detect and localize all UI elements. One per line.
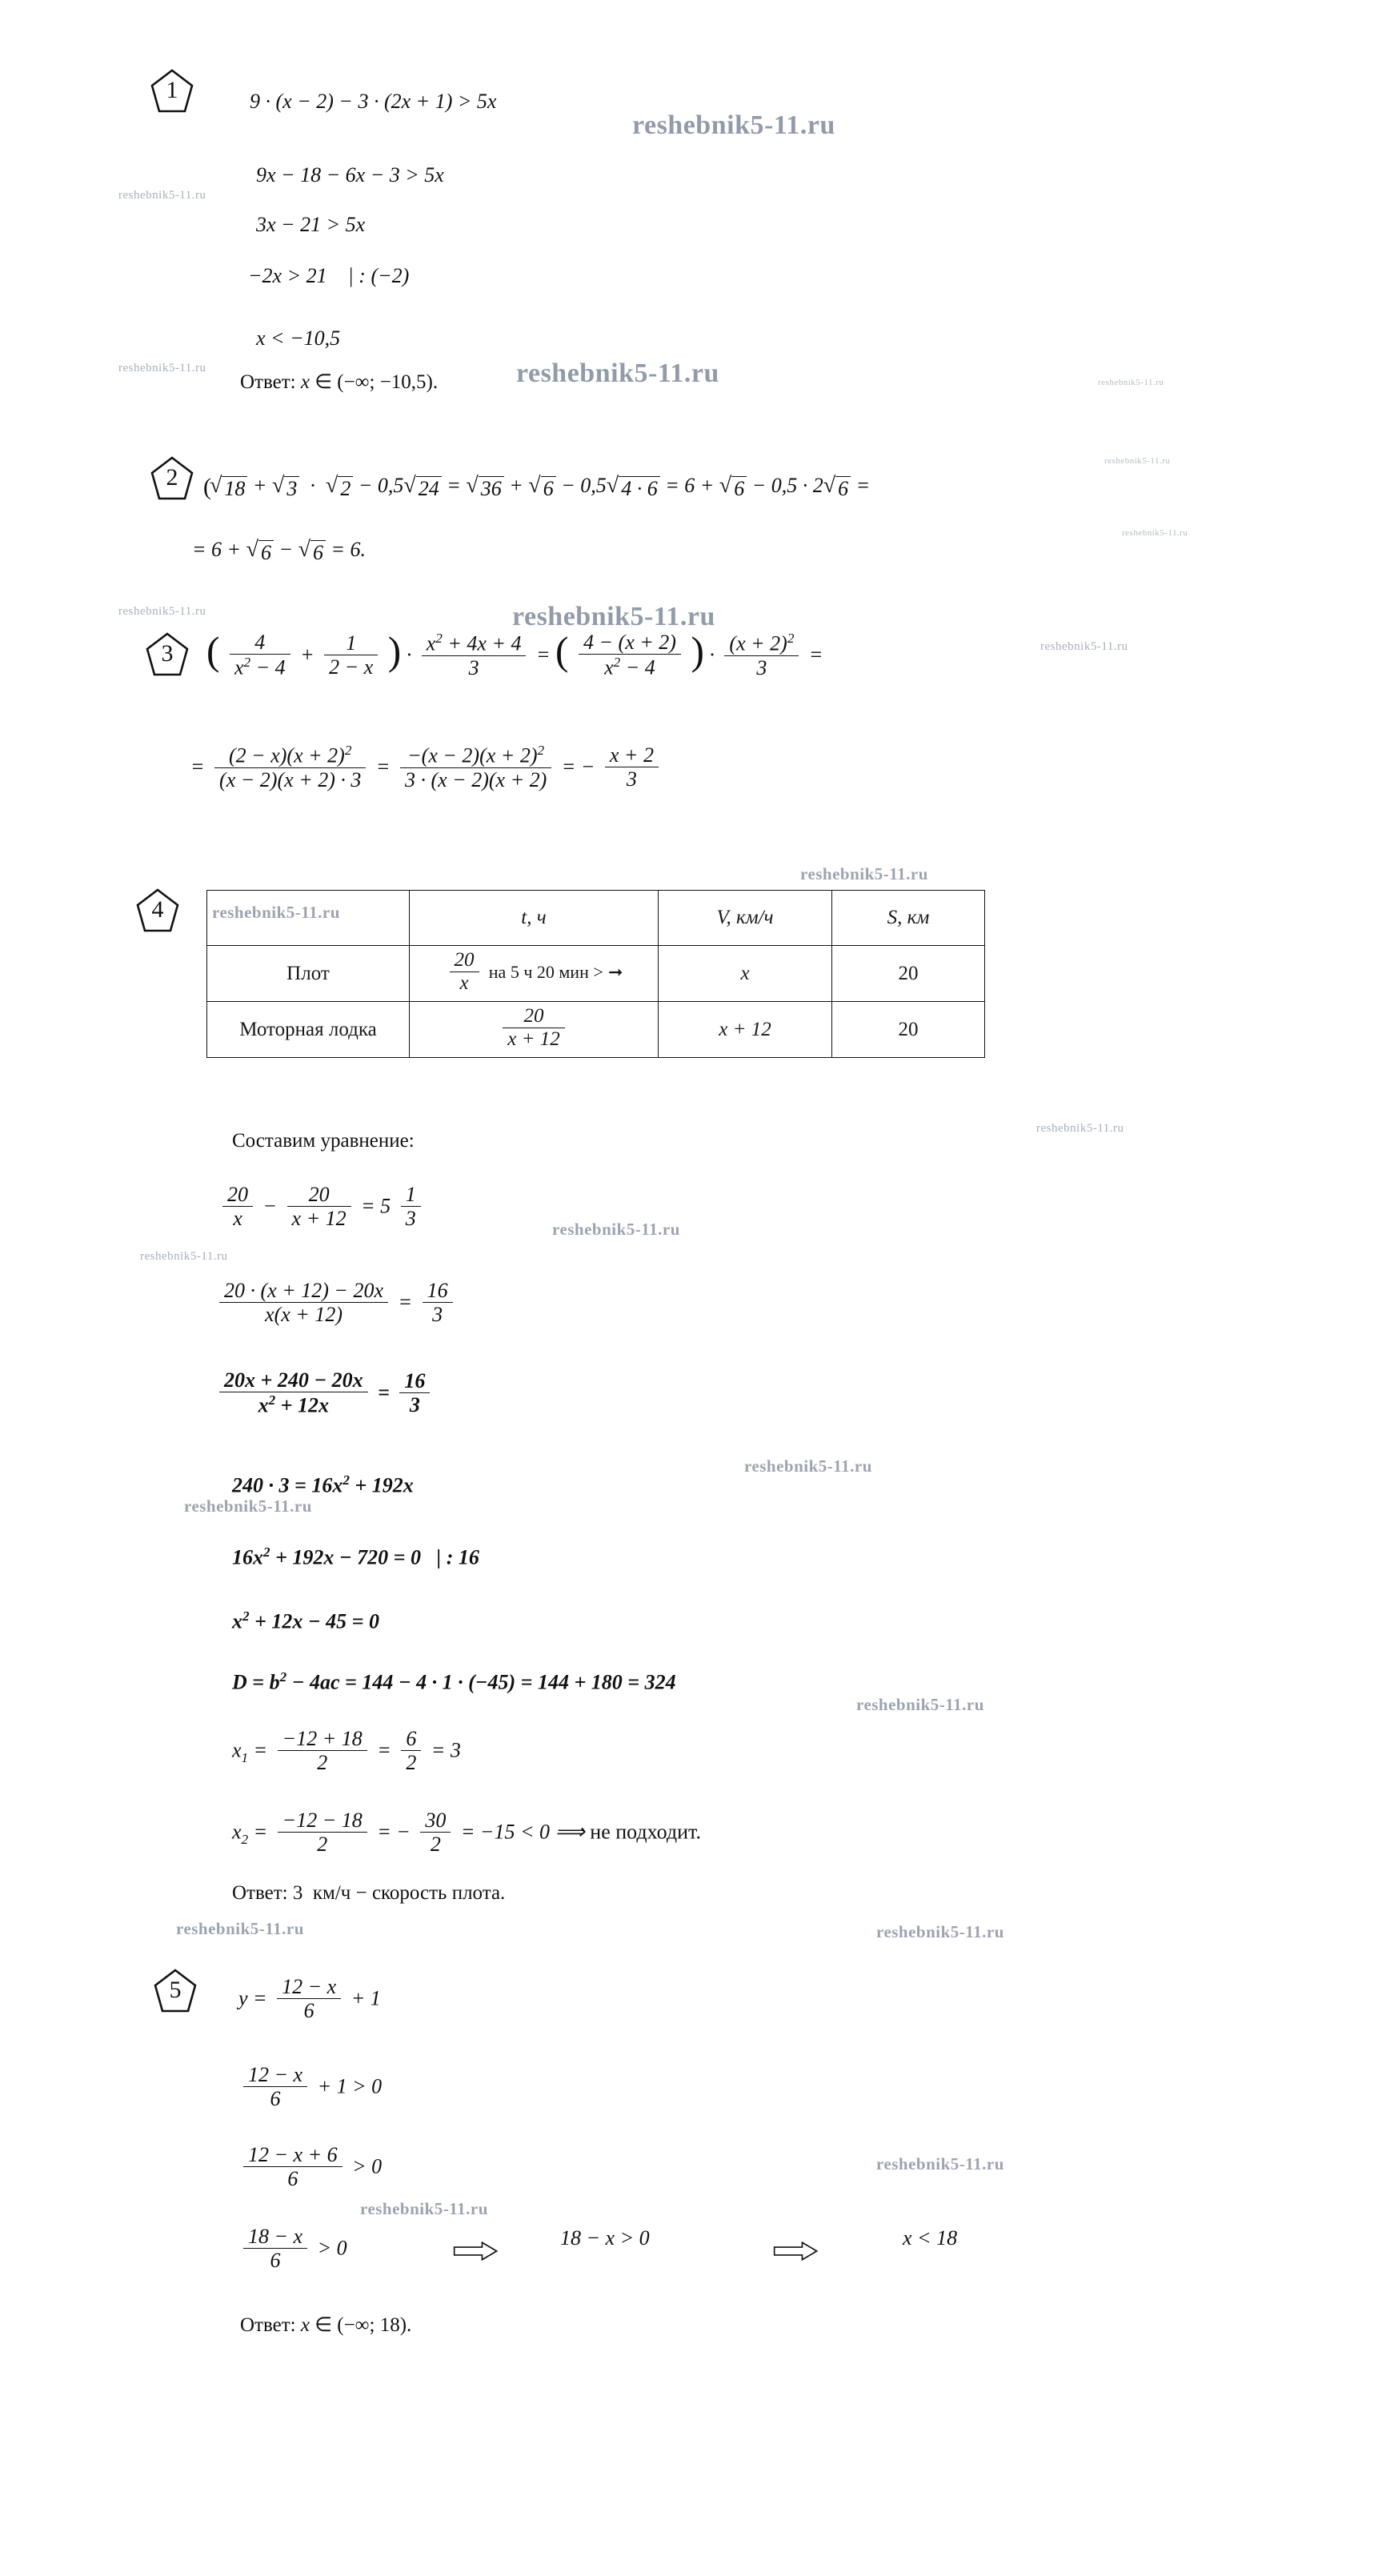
header-empty bbox=[207, 891, 410, 946]
watermark: reshebnik5-11.ru bbox=[140, 1250, 228, 1263]
watermark: reshebnik5-11.ru bbox=[118, 605, 206, 618]
implies-arrow-icon-2 bbox=[773, 2241, 819, 2262]
task-number-5: 5 bbox=[169, 1977, 182, 2003]
task4-line-2: $\frac{20 \cdot (x + 12) - 20x}{x(x + 12)}$ = $\frac{16}{3}$ bbox=[214, 1280, 458, 1328]
task-number-badge-5 bbox=[154, 1969, 197, 2013]
task-number-badge-2 bbox=[150, 456, 194, 501]
table-row bbox=[207, 1002, 985, 1058]
task4-intro: Составим уравнение: bbox=[232, 1130, 415, 1152]
task4-line-6: $x^2 + 12x - 45 = 0$ bbox=[232, 1608, 379, 1633]
implies-arrow-icon-1 bbox=[453, 2241, 499, 2262]
watermark: reshebnik5-11.ru bbox=[118, 189, 206, 202]
task-number-4: 4 bbox=[151, 896, 164, 923]
table-header-row bbox=[207, 891, 985, 946]
task1-line-1: 9 · (x − 2) − 3 · (2x + 1) > 5x bbox=[250, 90, 497, 113]
motorboat-distance: 20 bbox=[832, 1002, 985, 1058]
row-label-motorboat: Моторная лодка bbox=[207, 1002, 410, 1058]
watermark: reshebnik5-11.ru bbox=[744, 1456, 872, 1476]
raft-time: $\frac{20}{x}$ на 5 ч 20 мин > ➞ bbox=[410, 946, 659, 1002]
task5-line-1: y = $\frac{12 - x}{6}$ + 1 bbox=[238, 1975, 381, 2023]
task4-line-8: $x_1$ = $\frac{-12 + 18}{2}$ = $\frac{6}{2}$ = 3 bbox=[232, 1727, 461, 1775]
task-number-badge-3 bbox=[146, 632, 189, 677]
task-number-2: 2 bbox=[166, 464, 178, 491]
watermark: reshebnik5-11.ru bbox=[184, 1496, 312, 1516]
watermark: reshebnik5-11.ru bbox=[212, 903, 340, 922]
task5-line-3: $\frac{12 - x + 6}{6}$ > 0 bbox=[238, 2145, 382, 2192]
watermark: reshebnik5-11.ru bbox=[176, 1919, 304, 1938]
watermark: reshebnik5-11.ru bbox=[552, 1220, 680, 1239]
task2-line-2: = 6 + √ 6 − √ 6 = 6. bbox=[192, 537, 367, 564]
task2-paren-open: ( bbox=[203, 474, 211, 500]
watermark: reshebnik5-11.ru bbox=[516, 359, 719, 388]
watermark: reshebnik5-11.ru bbox=[1098, 378, 1164, 387]
task4-line-1: $\frac{20}{x}$ − $\frac{20}{x + 12}$ = 5 $\frac{1}{3}$ bbox=[218, 1184, 426, 1232]
watermark: reshebnik5-11.ru bbox=[1036, 1122, 1124, 1135]
task1-line-4: −2x > 21 | : (−2) bbox=[248, 264, 410, 287]
task4-line-3: $\frac{20x + 240 - 20x}{x^2 + 12x}$ = $\frac{16}{3}$ bbox=[214, 1370, 435, 1419]
raft-speed: x bbox=[659, 946, 832, 1002]
watermark: reshebnik5-11.ru bbox=[876, 2154, 1004, 2173]
watermark: reshebnik5-11.ru bbox=[1122, 528, 1188, 538]
task2-line-1: √ 18 + √ 3 · √ 2 − 0,5 √ 24 = √ 36 + √ 6 − 0,5 √ 4 · 6 = 6 + √ 6 − 0,5 · 2 √ 6 = bbox=[210, 473, 871, 500]
task5-answer: Ответ: x ∈ (−∞; 18). bbox=[240, 2314, 412, 2336]
header-time: t, ч bbox=[410, 891, 659, 946]
row-label-raft: Плот bbox=[207, 946, 410, 1002]
motion-problem-table bbox=[206, 890, 985, 1058]
watermark: reshebnik5-11.ru bbox=[512, 602, 715, 631]
task5-line-2: $\frac{12 - x}{6}$ + 1 > 0 bbox=[238, 2065, 382, 2112]
task-number-badge-1 bbox=[150, 69, 194, 114]
task5-line-4b: 18 − x > 0 bbox=[560, 2226, 650, 2249]
task4-line-4: $240 \cdot 3 = 16x^2 + 192x$ bbox=[232, 1472, 414, 1497]
raft-distance: 20 bbox=[832, 946, 985, 1002]
task1-line-3: 3x − 21 > 5x bbox=[256, 213, 366, 236]
task5-line-4c: x < 18 bbox=[903, 2226, 958, 2249]
task5-line-4: $\frac{18 - x}{6}$ > 0 bbox=[238, 2226, 347, 2274]
watermark: reshebnik5-11.ru bbox=[800, 864, 928, 883]
task4-answer: Ответ: 3 км/ч − скорость плота. bbox=[232, 1882, 506, 1904]
watermark: reshebnik5-11.ru bbox=[856, 1695, 984, 1714]
task4-line-7: $D = b^2 - 4ac = 144 - 4 \cdot 1 \cdot (-45) = 144 + 180 = 324$ bbox=[232, 1669, 676, 1694]
watermark: reshebnik5-11.ru bbox=[876, 1922, 1004, 1941]
task3-line-1: ( $\frac{4}{x^2 - 4}$ + $\frac{1}{2 - x}$ ) · $\frac{x^2 + 4x + 4}{3}$ = ( $\frac{4 - (x + 2)}{x^2 - 4}$ ) · $\frac{(x + 2)^2}{3}$ = bbox=[206, 629, 823, 679]
task1-line-2: 9x − 18 − 6x − 3 > 5x bbox=[256, 163, 444, 186]
table-row bbox=[207, 946, 985, 1002]
watermark: reshebnik5-11.ru bbox=[118, 362, 206, 375]
task1-answer: Ответ: x ∈ (−∞; −10,5). bbox=[240, 371, 439, 393]
task3-line-2: = $\frac{(2 - x)(x + 2)^2}{(x - 2)(x + 2) \cdot 3}$ = $\frac{-(x - 2)(x + 2)^2}{3 \cdot (x - 2)(x + 2)}$ = − $\frac{x + 2}{3}$ bbox=[190, 744, 663, 793]
task4-line-9: $x_2$ = $\frac{-12 - 18}{2}$ = − $\frac{30}{2}$ = −15 < 0 ⟹ не подходит. bbox=[232, 1809, 701, 1857]
watermark: reshebnik5-11.ru bbox=[1104, 456, 1171, 466]
motorboat-speed: x + 12 bbox=[659, 1002, 832, 1058]
watermark: reshebnik5-11.ru bbox=[1040, 640, 1128, 653]
task-number-1: 1 bbox=[166, 77, 178, 103]
task1-line-5: x < −10,5 bbox=[256, 327, 341, 350]
task-number-3: 3 bbox=[161, 640, 174, 667]
header-speed: V, км/ч bbox=[659, 891, 832, 946]
motorboat-time: $\frac{20}{x + 12}$ bbox=[410, 1002, 659, 1058]
watermark: reshebnik5-11.ru bbox=[360, 2199, 488, 2218]
watermark: reshebnik5-11.ru bbox=[632, 110, 835, 140]
header-distance: S, км bbox=[832, 891, 985, 946]
task-number-badge-4 bbox=[136, 888, 179, 933]
task4-line-5: $16x^2 + 192x - 720 = 0$ | : 16 bbox=[232, 1544, 479, 1569]
